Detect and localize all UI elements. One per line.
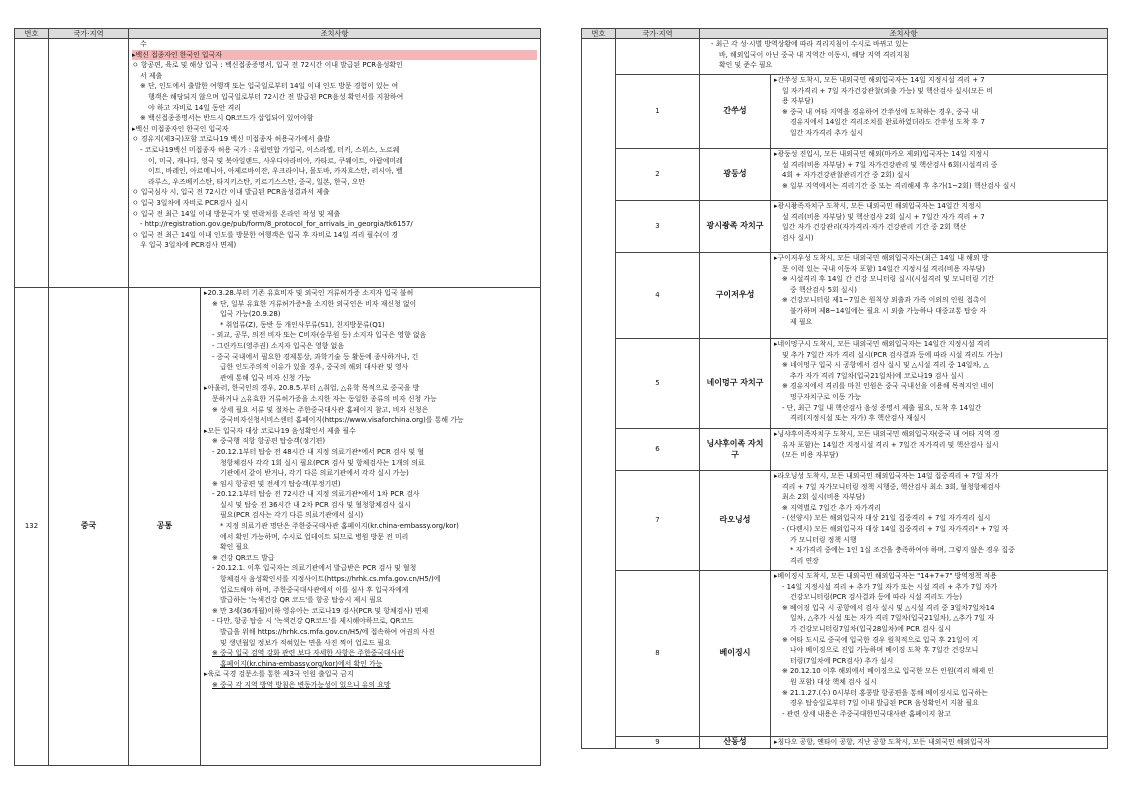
region-row bbox=[582, 149, 1108, 201]
measure-line: - 20.12.1. 이후 입국자는 의료기관에서 발급받은 PCR 검사 및 혈청 bbox=[212, 564, 417, 573]
continuation-measure-cell bbox=[700, 39, 1108, 75]
measure-line: - (다롄시) 모든 해외입국자 대상 14일 집중격리 + 7일 자가격리* + 7일 자 bbox=[782, 524, 1009, 533]
continuation-no-cell bbox=[582, 39, 616, 749]
measure-line: 급한 인도주의적 이유가 있을 경우, 중국의 해외 대사관 및 영사 bbox=[220, 363, 409, 372]
measure-line: 수 bbox=[140, 40, 147, 48]
measure-line: 설 격리(비용 자부담) 및 핵산검사 2회 실시 + 7일간 자가 격리 + 7 bbox=[782, 212, 985, 221]
measure-line: 기관에서 같이 받거나, 각기 다른 의료기관에서 각각 실시 가능) bbox=[220, 469, 409, 478]
left-header-row bbox=[15, 29, 541, 39]
region-name: 네이멍구 자치구 bbox=[700, 339, 771, 429]
georgia-measure-cell bbox=[129, 39, 541, 288]
measure-line: 우 입국 3일차에 PCR검사 면제) bbox=[140, 241, 237, 250]
measure-line: 확인 필요 bbox=[220, 543, 249, 552]
measure-line: 경우 탑승일로부터 7일 이내 발급된 PCR 음성확인서 지참 필요 bbox=[790, 699, 979, 708]
measure-line: 최소 2회 실시(비용 자부담) bbox=[782, 493, 865, 502]
region-measure-cell bbox=[771, 429, 1108, 471]
measure-line: ※ 여타 도시로 중국에 입국한 경우 원칙적으로 입국 후 21일이 지 bbox=[782, 635, 979, 644]
measure-line: 발급하는 '녹색건강 QR 코드'를 항공 탑승시 제시 필요 bbox=[220, 596, 383, 605]
measure-line: 실시 및 탑승 전 36시간 내 2차 PCR 검사 및 혈청항체검사 실시 bbox=[220, 500, 411, 509]
measure-line: ▸아울러, 한국인의 경우, 20.8.5.부터 △취업, △유학 목적으로 중국을 방 bbox=[204, 384, 420, 393]
measure-line: 서 제출 bbox=[140, 71, 163, 80]
measure-line: * 지정 의료기관 명단은 주한중국대사관 홈페이지(kr.china-embassy.org/kor) bbox=[220, 522, 459, 531]
measure-line: 불가하며 제8~14일에는 필요 시 외출 가능하나 대중교통 탑승 자 bbox=[790, 306, 987, 315]
continuation-region-cell bbox=[616, 39, 700, 75]
measure-line: 원 포함) 대상 핵체 검사 실시 bbox=[790, 677, 877, 686]
measure-line: ▸육로 국경 검문소를 통한 제3국 인원 출입국 금지 bbox=[204, 670, 354, 679]
measure-line: ▸네이멍구시 도착시, 모든 내외국민 해외입국자는 14일간 지정시설 격리 bbox=[774, 340, 991, 348]
measure-line: 가 건강모니터링7일차(입국28일차)에 PCR 검사 실시 bbox=[790, 624, 951, 633]
region-name: 광시좡족 자치구 bbox=[700, 201, 771, 253]
measure-line: ※ 임시 항공편 및 전세기 탑승객(부정기편) bbox=[212, 479, 341, 488]
measure-line: 용 자부담) bbox=[782, 97, 814, 106]
row-number: 3 bbox=[616, 201, 700, 253]
region-measure-cell bbox=[771, 737, 1108, 749]
measure-line: ※ 만 3세(36개월)이하 영유아는 코로나19 검사(PCR 및 항체검사) 면제 bbox=[212, 606, 429, 615]
header-measure: 조치사항 bbox=[700, 29, 1108, 39]
row-number: 7 bbox=[616, 471, 700, 571]
measure-line: 가 모니터링 정책 시행 bbox=[790, 535, 857, 544]
china-lines bbox=[204, 288, 537, 691]
region-row bbox=[582, 253, 1108, 339]
measure-line: ※ 중국행 직항 항공편 탑승객(정기편) bbox=[212, 437, 326, 446]
region-measure-cell bbox=[771, 149, 1108, 201]
measure-line: 중 핵산검사 5회 실시) bbox=[790, 285, 857, 294]
measure-line: - (선양시) 모든 해외입국자 대상 21일 집중격리 + 7일 자가격리 실시 bbox=[782, 514, 991, 523]
row-number: 8 bbox=[616, 571, 700, 737]
region-measure-cell bbox=[771, 571, 1108, 737]
right-measures-table bbox=[581, 28, 1108, 749]
georgia-country-cell bbox=[49, 39, 129, 288]
measure-line: ▸백신 미접종자인 한국인 입국자 bbox=[132, 124, 229, 133]
region-row bbox=[582, 339, 1108, 429]
right-header-row bbox=[582, 29, 1108, 39]
measure-line: ▸칭다오 공항, 옌타이 공항, 지난 공항 도착시, 모든 내외국민 해외입국자 bbox=[774, 738, 991, 746]
header-country: 국가·지역 bbox=[49, 29, 129, 39]
measure-line: 멍구자치구로 이동 가능 bbox=[790, 392, 861, 401]
measure-line: ▸백신 접종자인 한국인 입국자 bbox=[132, 50, 537, 61]
region-name: 구이저우성 bbox=[700, 253, 771, 339]
measure-line: 격리 + 7일 자가모니터링 정책 시행중, 핵산검사 최소 3회, 혈청항체검사 bbox=[782, 482, 1001, 491]
measure-line: - 관련 상세 내용은 주중국대한민국대사관 홈페이지 참고 bbox=[782, 709, 951, 718]
measure-line: ㅇ 경유지(제3국)포함 코로나19 백신 미접종자 허용국가에서 출발 bbox=[132, 135, 331, 144]
measure-line: ※ 시설격리 후 14일 간 건강 모니터링 실시(시설격리 및 모니터링 기간 bbox=[782, 275, 995, 284]
row-number: 1 bbox=[616, 75, 700, 149]
header-country: 국가·지역 bbox=[616, 29, 700, 39]
measure-line: - 최근 각 성·시별 방역상황에 따라 격리지침이 수시로 바뀌고 있는 bbox=[711, 40, 909, 48]
measure-line: 야 하고 자비로 14일 동안 격리 bbox=[148, 103, 241, 112]
row-number: 6 bbox=[616, 429, 700, 471]
measure-line: 격리(지정시설 또는 자가) 후 핵산검사 재실시 bbox=[790, 414, 927, 423]
measure-line: 및 추가 7일간 자가 격리 실시(PCR 검사결과 등에 따라 시설 격리도 가능) bbox=[782, 350, 1003, 359]
measure-line: ※ 상세 필요 서류 및 절차는 주한중국대사관 홈페이지 참고, 비자 신청은 bbox=[212, 405, 429, 414]
measure-line: 확인 및 준수 필요 bbox=[719, 61, 773, 70]
region-name: 라오닝성 bbox=[700, 471, 771, 571]
china-measure-cell bbox=[201, 288, 541, 766]
measure-line: ※ 단, 일부 유효한 거류허가증*을 소지한 외국인은 비자 재신청 없이 bbox=[212, 299, 417, 308]
measure-line: ㅇ 항공편, 육로 및 해상 입국 : 백신접종증명서, 입국 전 72시간 이내 발급된 PCR음성확인 bbox=[132, 61, 403, 70]
measure-line: 바, 해외입국이 아닌 중국 내 지역간 이동시, 해당 지역 격리지침 bbox=[719, 50, 910, 59]
region-name: 산동성 bbox=[700, 737, 771, 749]
region-measure-cell bbox=[771, 339, 1108, 429]
region-measure-cell bbox=[771, 75, 1108, 149]
measure-line: ▸라오닝성 도착시, 모든 내외국민 해외입국자는 14일 집중격리 + 7일 자가 bbox=[774, 472, 999, 480]
measure-line: 발급을 위해 https://hrhk.cs.mfa.gov.cn/H5/에 접속하여 여권의 사진 bbox=[220, 628, 435, 636]
measure-line: 이, 미국, 캐나다, 영국 및 북아일랜드, 사우디아라비아, 카타르, 쿠웨이트, 아랍에미레 bbox=[148, 156, 403, 165]
measure-line: 나야 베이징으로 진입 가능하며 베이징 도착 후 7일간 건강모니 bbox=[790, 646, 979, 655]
measure-line: ※ 베이징 입국 시 공항에서 검사 실시 및 △시설 격리 중 3일차7일차14 bbox=[782, 603, 995, 612]
measure-line: 관에 통해 입국 비자 신청 가능 bbox=[220, 373, 311, 382]
measure-line: 업로드해야 하며, 주한중국대사관에서 이를 심사 후 입국자에게 bbox=[220, 585, 409, 594]
measure-line: 유자 포함)는 14일간 지정시설 격리 + 7일간 자가격리 및 핵산검사 실시 bbox=[782, 440, 999, 449]
region-name: 닝샤후이족 자치구 bbox=[700, 429, 771, 471]
measure-line: - 14일 지정시설 격리 + 추가 7일 자가 또는 시설 격리 + 추가 7일 자가 bbox=[782, 582, 998, 591]
measure-line: ※ 일부 지역에서는 격리기간 중 또는 격리해제 후 추가(1~2회) 핵산검사 실시 bbox=[782, 181, 1016, 190]
measure-line: 중국비자신청서비스센터 홈페이지(https://www.visaforchina.org)를 통해 가능 bbox=[220, 416, 464, 425]
measure-line: ※ 중국 내 여타 지역을 경유하여 간쑤성에 도착하는 경우, 중국 내 bbox=[782, 107, 979, 116]
measure-line: 일간 자가격리 추가 실시 bbox=[790, 128, 864, 137]
left-page bbox=[14, 28, 540, 768]
region-name: 간쑤성 bbox=[700, 75, 771, 149]
region-row bbox=[582, 571, 1108, 737]
measure-line: ▸닝샤후이족자치구 도착시, 모든 내외국민 해외입국자(중국 내 여타 지역 경 bbox=[774, 430, 1000, 438]
region-name: 공통 bbox=[129, 288, 201, 766]
measure-line: 에서 확인 가능하며, 수시로 업데이트 되므로 병원 방문 전 미리 bbox=[220, 532, 409, 541]
measure-line: - 단, 최근 7일 내 핵산검사 음성 증명서 제출 필요, 도착 후 14일간 bbox=[782, 403, 982, 412]
measure-line: ▸20.3.28.부터 기존 유효비자 및 외국인 거류허가증 소지자 입국 불허 bbox=[204, 289, 414, 297]
measure-line: 라루스, 우즈베키스탄, 타지키스탄, 키르기스스탄, 중국, 일본, 한국, 오만 bbox=[148, 177, 366, 186]
measure-line: ▸베이징시 도착시, 모든 내외국민 해외입국자는 "14+7+7" 방역정책 적용 bbox=[774, 572, 997, 580]
measure-line: 입국 가능(20.9.28) bbox=[220, 310, 281, 319]
measure-line: (모든 비용 자부담) bbox=[782, 451, 839, 460]
right-body bbox=[582, 39, 1108, 749]
measure-line: ※ 20.12.10 이후 해외에서 베이징으로 입국한 모든 인원(격리 해제 인 bbox=[782, 667, 994, 676]
measure-line: 필요(PCR 검사는 각기 다른 의료기관에서 실시) bbox=[220, 511, 364, 520]
measure-line: ※ 건강 QR코드 발급 bbox=[212, 553, 275, 562]
measure-line: ※ 중국 각 지역 방역 방침은 변동가능성이 있으니 유의 요망 bbox=[212, 680, 391, 689]
region-row bbox=[582, 429, 1108, 471]
georgia-lines bbox=[132, 39, 537, 251]
measure-line: ※ 건강모니터링 제1~7일은 원칙상 외출과 가족 이외의 인원 접촉이 bbox=[782, 296, 987, 305]
measure-line: 추가 자가 격리 7일차(입국21일차)에 코로나19 검사 실시 bbox=[790, 371, 964, 380]
measure-line: * 자가격리 중에는 1인 1실 조건을 충족하여야 하며, 그렇지 않은 경우 집중 bbox=[790, 546, 1015, 555]
measure-line: ㅇ 입국 전 최근 14일 이내 방문국가 및 연락처를 온라인 작성 및 제출 bbox=[132, 209, 341, 218]
measure-line: ▸광시좡족자치구 도착시, 모든 내외국민 해외입국자는 14일간 지정시 bbox=[774, 202, 982, 210]
measure-line: 및 생년월일 정보가 적혀있는 면을 사진 찍어 업로드 필요 bbox=[220, 638, 391, 647]
measure-line: 문 이력 있는 국내 이동자 포함) 14일간 지정시설 격리(비용 자부담) bbox=[782, 264, 985, 273]
row-number: 2 bbox=[616, 149, 700, 201]
measure-line: * 취업류(Z), 동반 등 개인사무류(S1), 친지방문류(Q1) bbox=[220, 320, 385, 329]
region-row bbox=[582, 471, 1108, 571]
china-row bbox=[15, 288, 541, 766]
row-number: 5 bbox=[616, 339, 700, 429]
measure-line: 청항체검사 각각 1회 실시 필요(PCR 검사 및 항체검사는 1개의 의료 bbox=[220, 458, 425, 467]
country-name: 중국 bbox=[49, 288, 129, 766]
measure-line: 검사 실시) bbox=[782, 233, 814, 242]
region-row bbox=[582, 737, 1108, 749]
region-measure-cell bbox=[771, 253, 1108, 339]
measure-line: 항체검사 음성확인서를 지정사이트(https://hrhk.cs.mfa.gov.cn/H5/)에 bbox=[220, 575, 441, 584]
measure-line: 이트, 바레인, 아르메니아, 아제르바이잔, 우크라이나, 몰도바, 카자흐스탄, 러시아, 벨 bbox=[148, 167, 403, 176]
row-number: 9 bbox=[616, 737, 700, 749]
measure-line: ㅇ 입국 3일차에 자비로 PCR검사 실시 bbox=[132, 198, 248, 207]
measure-line: 제 필요 bbox=[790, 317, 813, 326]
header-no: 번호 bbox=[15, 29, 49, 39]
left-measures-table bbox=[14, 28, 541, 766]
measure-line: ㅇ 입국심사 시, 입국 전 72시간 이내 발급된 PCR음성결과서 제출 bbox=[132, 188, 330, 197]
measure-line: 일차, △추가 시설 또는 자가 격리 7일차(입국21일차), △추가 7일 자 bbox=[790, 614, 995, 623]
measure-line: 설 격리(비용 자부담) + 7일 자가건강관리 및 핵산검사 6회(시설격리 중 bbox=[782, 160, 998, 169]
measure-line: ※ 단, 인도에서 출발한 여행객 또는 입국일로부터 14일 이내 인도 방문 경험이 있는 여 bbox=[140, 82, 399, 91]
measure-line: 격리 연장 bbox=[790, 556, 819, 565]
measure-line: 홈페이지(kr.china-embassy.org/kor)에서 확인 가능 bbox=[220, 659, 383, 668]
row-number: 132 bbox=[15, 288, 49, 766]
region-row bbox=[582, 75, 1108, 149]
measure-line: ▸광둥성 진입시, 모든 내외국민 해외(마카오 제외)입국자는 14일 지정시 bbox=[774, 150, 989, 158]
measure-line: 4회 + 자가건강관찰관리기간 중 2회) 실시 bbox=[782, 171, 911, 180]
measure-line: - 다만, 항공 탑승 시 '녹색건강 QR코드'를 제시해야하므로, QR코드 bbox=[212, 617, 414, 626]
measure-line: - 그린카드(영주권) 소지자 입국은 영향 없음 bbox=[212, 341, 344, 350]
measure-line: 행객은 해당되지 않으며 입국일로부터 72시간 전 발급된 PCR음성 확인서를 지참하여 bbox=[148, 92, 404, 101]
measure-line: ▸모든 입국자 대상 코로나19 음성확인서 제출 필수 bbox=[204, 426, 356, 435]
measure-line: ※ 중국 입국 검역 강화 관련 보다 자세한 사항은 주한중국대사관 bbox=[212, 649, 404, 658]
measure-line: ※ 백신접종증명서는 반드시 QR코드가 삽입되어 있어야함 bbox=[140, 114, 314, 123]
measure-line: 터링(7일차에 PCR검사) 추가 실시 bbox=[790, 656, 894, 665]
region-name: 광둥성 bbox=[700, 149, 771, 201]
measure-line: 문하거나 △유효한 거류허가증을 소지한 자는 동일한 종류의 비자 신청 가능 bbox=[212, 394, 437, 403]
measure-line: - http://registration.gov.ge/pub/form/8_protocol_for_arrivals_in_georgia/tk6157/ bbox=[140, 220, 413, 229]
measure-line: ※ 21.1.27.(수) 0시부터 홍콩발 항공편을 통해 베이징시로 입국하는 bbox=[782, 688, 988, 697]
measure-line: ※ 지역별로 7일간 추가 자가격리 bbox=[782, 503, 881, 512]
measure-line: ㅇ 입국 전 최근 14일 이내 인도를 방문한 여행객은 입국 후 자비로 14일 격리 필수(이 경 bbox=[132, 230, 399, 239]
measure-line: - 20.12.1부터 탑승 전 72시간 내 지정 의료기관*에서 1차 PCR 검사 bbox=[212, 490, 420, 499]
header-no: 번호 bbox=[582, 29, 616, 39]
measure-line: 일간 자가 건강관리(자가격리·자가 건강관리 기간 중 2회 핵산 bbox=[782, 223, 967, 232]
georgia-row bbox=[15, 39, 541, 288]
measure-line: - 외교, 공무, 의전 비자 또는 C비자(승무원 등) 소지자 입국은 영향 없음 bbox=[212, 331, 427, 340]
measure-line: ※ 경유지에서 격리를 마친 인원은 중국 국내선을 이용해 목적지인 네이 bbox=[782, 382, 994, 391]
right-page bbox=[581, 28, 1107, 768]
measure-line: ▸구이저우성 도착시, 모든 내외국민 해외입국자는(최근 14일 내 해외 방 bbox=[774, 254, 989, 262]
row-number: 4 bbox=[616, 253, 700, 339]
region-measure-cell bbox=[771, 201, 1108, 253]
measure-line: 일 자가격리 + 7일 자가건강관찰(외출 가능) 및 핵산검사 실시(모든 비 bbox=[782, 86, 993, 95]
region-row bbox=[582, 201, 1108, 253]
region-name: 베이징시 bbox=[700, 571, 771, 737]
measure-line: 경유지에서 14일간 격리조치를 완료하였더라도 간쑤성 도착 후 7 bbox=[790, 118, 985, 127]
measure-line: - 20.12.1부터 탑승 전 48시간 내 지정 의료기관*에서 PCR 검사 및 혈 bbox=[212, 447, 424, 456]
measure-line: ※ 네이멍구 입국 시 공항에서 검사 실시 및 △시설 격리 중 14일차, △ bbox=[782, 361, 989, 370]
measure-line: - 코로나19백신 미접종자 허용 국가 : 유럽연합 가입국, 이스라엘, 터키, 스위스, 노르웨 bbox=[140, 145, 400, 154]
georgia-no-cell bbox=[15, 39, 49, 288]
header-measure: 조치사항 bbox=[129, 29, 541, 39]
region-measure-cell bbox=[771, 471, 1108, 571]
continuation-row bbox=[582, 39, 1108, 75]
measure-line: - 중국 국내에서 필요한 경제통상, 과학기술 등 활동에 종사하거나, 긴 bbox=[212, 352, 419, 361]
measure-line: ▸간쑤성 도착시, 모든 내외국민 해외입국자는 14일 지정시설 격리 + 7 bbox=[774, 76, 985, 84]
measure-line: 건강모니터링(PCR 검사결과 등에 따라 시설 격리도 가능) bbox=[790, 593, 963, 602]
